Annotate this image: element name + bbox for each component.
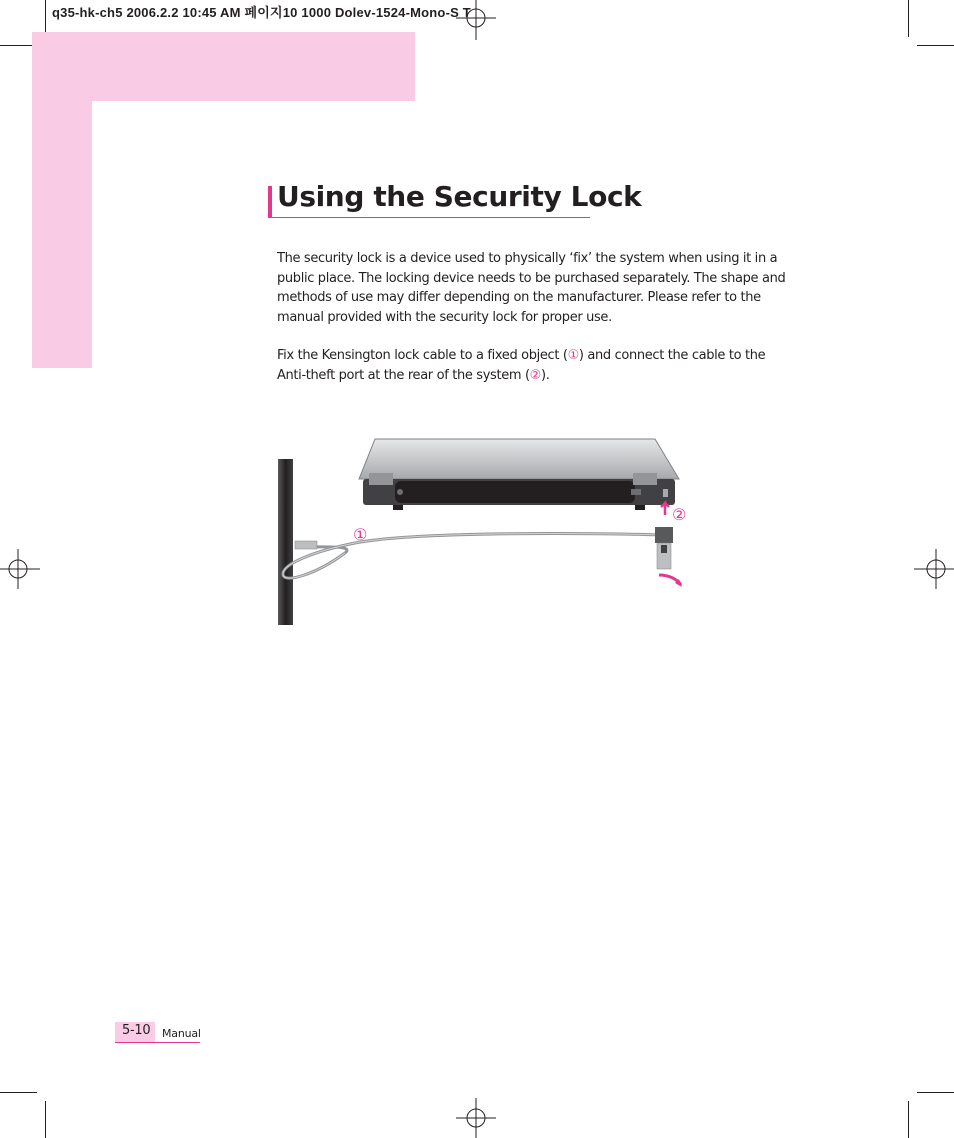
crop-mark-top-right-v bbox=[908, 0, 909, 37]
decorative-tint-block-side bbox=[32, 101, 92, 368]
intro-paragraph: The security lock is a device used to physically ‘fix’ the system when using it in a public place. The locking device needs to be purchased separately. The shape and methods of use may differ depending on the manufacturer. Please refer to the manual provided with the security lock for proper use. bbox=[277, 251, 786, 325]
fixed-pole bbox=[278, 459, 293, 625]
footer-rule bbox=[115, 1042, 200, 1043]
page-number: 5-10 bbox=[122, 1023, 151, 1038]
instruction-paragraph bbox=[277, 346, 797, 385]
registration-mark-bottom bbox=[456, 1098, 496, 1138]
marker-2-inline: ② bbox=[529, 367, 541, 383]
crop-mark-bottom-left-v bbox=[45, 1101, 46, 1138]
laptop-lock-drawing bbox=[275, 435, 695, 625]
crop-mark-top-right-h bbox=[917, 45, 954, 46]
marker-1-inline: ① bbox=[567, 348, 579, 363]
crop-mark-bottom-right-v bbox=[908, 1101, 909, 1138]
title-underline bbox=[268, 217, 590, 218]
registration-mark-left bbox=[0, 549, 40, 589]
footer-label: Manual bbox=[162, 1027, 201, 1040]
instruction-text-2: ) and connect the cable to the Anti-theft port at the rear of the system ( bbox=[277, 348, 766, 383]
title-accent-bar bbox=[268, 186, 272, 217]
registration-mark-top bbox=[456, 0, 496, 40]
page-title: Using the Security Lock bbox=[277, 180, 642, 213]
crop-mark-bottom-right-h bbox=[917, 1092, 954, 1093]
lock-cable bbox=[283, 533, 660, 578]
crop-mark-bottom-left-h bbox=[0, 1092, 37, 1093]
arrow-up-to-port bbox=[661, 503, 669, 515]
registration-mark-right bbox=[914, 549, 954, 589]
decorative-tint-block-top bbox=[32, 32, 415, 101]
instruction-text-1: Fix the Kensington lock cable to a fixed object ( bbox=[277, 348, 568, 363]
callout-1: ① bbox=[353, 525, 368, 544]
laptop-lid bbox=[359, 439, 679, 479]
lock-head bbox=[655, 527, 673, 543]
callout-2: ② bbox=[672, 505, 687, 524]
instruction-text-3: ). bbox=[540, 367, 550, 383]
security-lock-illustration bbox=[275, 435, 695, 625]
print-slug: q35-hk-ch5 2006.2.2 10:45 AM 페이지10 1000 Dolev-1524-Mono-S T bbox=[52, 5, 471, 20]
